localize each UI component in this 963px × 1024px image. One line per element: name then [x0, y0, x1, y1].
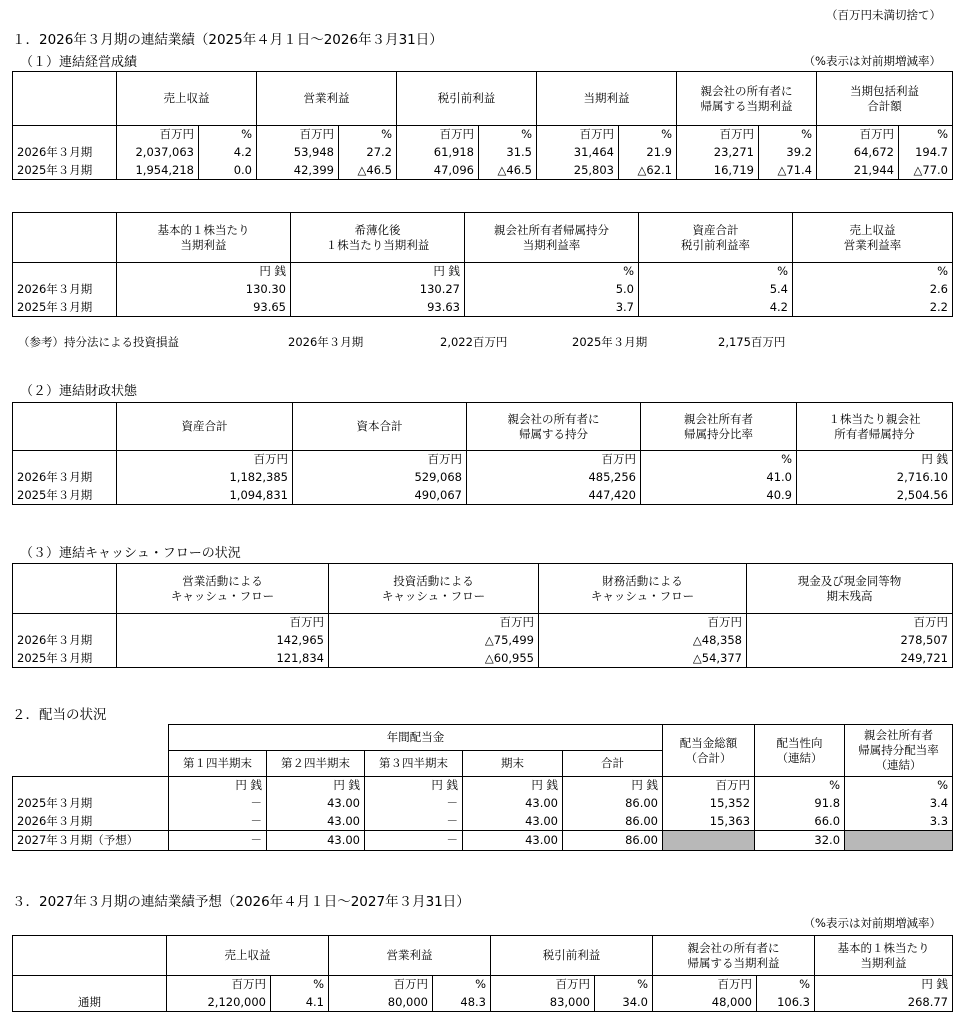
value-cell: 3.7	[465, 299, 639, 317]
subsection-1-title: （１）連結経営成績	[20, 55, 138, 70]
row-label: 2025年３月期	[13, 650, 117, 668]
value-cell: 21.9	[619, 144, 677, 162]
row-label: 2026年３月期	[13, 813, 169, 831]
unit-cell: 円 銭	[563, 777, 663, 795]
value-cell: 447,420	[467, 487, 641, 505]
label-cell	[13, 614, 117, 632]
unit-cell: %	[595, 976, 653, 994]
reference-value-2: 2,175百万円	[718, 335, 786, 349]
reference-period-2: 2025年３月期	[572, 335, 648, 349]
value-cell: 43.00	[267, 813, 365, 831]
value-cell: 64,672	[817, 144, 899, 162]
section-2-title: ２．配当の状況	[12, 707, 107, 723]
value-cell: 121,834	[117, 650, 329, 668]
row-header-blank	[13, 936, 167, 976]
unit-cell: 百万円	[117, 614, 329, 632]
table-row	[13, 632, 953, 650]
value-cell: 130.27	[291, 281, 465, 299]
col-header: 配当性向 （連結）	[755, 725, 845, 777]
col-header: 当期利益	[537, 72, 677, 126]
value-cell: 16,719	[677, 162, 759, 180]
per-share-table	[12, 212, 953, 317]
row-label: 2025年３月期	[13, 795, 169, 813]
value-cell: △54,377	[539, 650, 747, 668]
row-label: 2025年３月期	[13, 299, 117, 317]
col-header: 営業活動による キャッシュ・フロー	[117, 564, 329, 614]
value-cell: 2.2	[793, 299, 953, 317]
value-cell: 15,352	[663, 795, 755, 813]
value-cell: △46.5	[479, 162, 537, 180]
table-row	[13, 650, 953, 668]
col-header: 希薄化後 １株当たり当期利益	[291, 213, 465, 263]
row-header-blank	[13, 564, 117, 614]
value-cell: 2,120,000	[167, 994, 271, 1012]
value-cell: 1,954,218	[117, 162, 199, 180]
label-cell	[13, 976, 167, 994]
unit-cell: %	[271, 976, 329, 994]
col-header: 基本的１株当たり 当期利益	[815, 936, 953, 976]
col-header: 営業利益	[329, 936, 491, 976]
row-label: 2025年３月期	[13, 162, 117, 180]
value-cell: 32.0	[755, 831, 845, 851]
unit-cell: 百万円	[467, 451, 641, 469]
value-cell: 43.00	[463, 831, 563, 851]
col-header: 当期包括利益 合計額	[817, 72, 953, 126]
col-header: 第１四半期末	[169, 751, 267, 777]
row-header-blank	[13, 72, 117, 126]
value-cell: 23,271	[677, 144, 759, 162]
value-cell: 4.2	[639, 299, 793, 317]
unit-cell: 百万円	[747, 614, 953, 632]
unit-cell: 円 銭	[169, 777, 267, 795]
value-cell: 43.00	[463, 813, 563, 831]
table-row	[13, 487, 953, 505]
unit-note: （百万円未満切捨て）	[826, 8, 941, 22]
subsection-3-title: （３）連結キャッシュ・フローの状況	[20, 546, 241, 561]
unit-cell: %	[793, 263, 953, 281]
col-header: 資産合計 税引前利益率	[639, 213, 793, 263]
unit-cell: %	[845, 777, 953, 795]
value-cell: 2,716.10	[797, 469, 953, 487]
value-cell: 86.00	[563, 831, 663, 851]
unit-cell: 百万円	[677, 126, 759, 144]
col-header: 第２四半期末	[267, 751, 365, 777]
col-header: 営業利益	[257, 72, 397, 126]
value-cell: 5.4	[639, 281, 793, 299]
unit-cell: %	[619, 126, 677, 144]
value-cell: 490,067	[293, 487, 467, 505]
table-row	[13, 469, 953, 487]
value-cell: 1,182,385	[117, 469, 293, 487]
row-label: 2026年３月期	[13, 469, 117, 487]
table-row	[13, 813, 953, 831]
value-cell: 66.0	[755, 813, 845, 831]
value-cell: △77.0	[899, 162, 953, 180]
col-header: 親会社所有者 帰属持分比率	[641, 403, 797, 451]
col-header: 期末	[463, 751, 563, 777]
label-cell	[13, 263, 117, 281]
section-1-title: １．2026年３月期の連結業績（2025年４月１日～2026年３月31日）	[12, 32, 443, 48]
value-cell: 93.63	[291, 299, 465, 317]
col-header: 配当金総額 （合計）	[663, 725, 755, 777]
value-cell: 27.2	[339, 144, 397, 162]
value-cell: 48.3	[433, 994, 491, 1012]
value-cell: 91.8	[755, 795, 845, 813]
value-cell: 268.77	[815, 994, 953, 1012]
operating-results-table	[12, 71, 953, 180]
reference-value-1: 2,022百万円	[440, 335, 508, 349]
unit-cell: 百万円	[167, 976, 271, 994]
col-header: 資本合計	[293, 403, 467, 451]
unit-cell: 百万円	[329, 976, 433, 994]
col-header: 売上収益	[117, 72, 257, 126]
value-cell: 194.7	[899, 144, 953, 162]
unit-cell: %	[199, 126, 257, 144]
table-row	[13, 994, 953, 1012]
unit-cell: 百万円	[257, 126, 339, 144]
unit-cell: 百万円	[117, 451, 293, 469]
unit-cell: %	[757, 976, 815, 994]
value-cell: 529,068	[293, 469, 467, 487]
value-cell: 1,094,831	[117, 487, 293, 505]
value-cell: 42,399	[257, 162, 339, 180]
value-cell: 2,504.56	[797, 487, 953, 505]
unit-cell: %	[433, 976, 491, 994]
unit-cell: 百万円	[397, 126, 479, 144]
value-cell: △71.4	[759, 162, 817, 180]
value-cell: 34.0	[595, 994, 653, 1012]
unit-cell: 円 銭	[463, 777, 563, 795]
col-header: 税引前利益	[491, 936, 653, 976]
unit-cell: 百万円	[491, 976, 595, 994]
value-cell: 249,721	[747, 650, 953, 668]
value-cell: 0.0	[199, 162, 257, 180]
unit-cell: %	[479, 126, 537, 144]
value-cell: △62.1	[619, 162, 677, 180]
unit-cell: 百万円	[117, 126, 199, 144]
unit-cell: %	[465, 263, 639, 281]
value-cell: －	[365, 795, 463, 813]
value-cell: －	[169, 813, 267, 831]
subsection-2-title: （２）連結財政状態	[20, 384, 138, 399]
row-header-blank	[13, 213, 117, 263]
value-cell: 31.5	[479, 144, 537, 162]
value-cell: 43.00	[463, 795, 563, 813]
value-cell: 48,000	[653, 994, 757, 1012]
row-label: 2026年３月期	[13, 144, 117, 162]
value-cell: 485,256	[467, 469, 641, 487]
unit-cell: 百万円	[663, 777, 755, 795]
value-cell: －	[169, 795, 267, 813]
col-header: 売上収益	[167, 936, 329, 976]
table-row	[13, 281, 953, 299]
section-3-title: ３．2027年３月期の連結業績予想（2026年４月１日～2027年３月31日）	[12, 894, 470, 910]
percent-note: （%表示は対前期増減率）	[803, 916, 941, 930]
cash-flow-table	[12, 563, 953, 668]
value-cell: －	[365, 831, 463, 851]
value-cell: 3.4	[845, 795, 953, 813]
value-cell: －	[169, 831, 267, 851]
col-header: 親会社の所有者に 帰属する当期利益	[653, 936, 815, 976]
table-row	[13, 144, 953, 162]
unit-cell: %	[759, 126, 817, 144]
value-cell: 2,037,063	[117, 144, 199, 162]
value-cell: 43.00	[267, 831, 365, 851]
row-label: 2026年３月期	[13, 281, 117, 299]
value-cell: 21,944	[817, 162, 899, 180]
value-cell: 47,096	[397, 162, 479, 180]
shaded-cell	[663, 831, 755, 851]
unit-cell: %	[639, 263, 793, 281]
col-header: 親会社の所有者に 帰属する持分	[467, 403, 641, 451]
value-cell: 278,507	[747, 632, 953, 650]
unit-cell: %	[339, 126, 397, 144]
unit-cell: 円 銭	[117, 263, 291, 281]
unit-cell: 円 銭	[365, 777, 463, 795]
value-cell: 86.00	[563, 795, 663, 813]
col-header: 資産合計	[117, 403, 293, 451]
table-row	[13, 831, 953, 851]
dividends-table	[12, 724, 953, 851]
value-cell: 130.30	[117, 281, 291, 299]
unit-cell: 百万円	[537, 126, 619, 144]
col-header: １株当たり親会社 所有者帰属持分	[797, 403, 953, 451]
row-label: 2025年３月期	[13, 487, 117, 505]
value-cell: 4.2	[199, 144, 257, 162]
forecast-table	[12, 935, 953, 1012]
value-cell: 25,803	[537, 162, 619, 180]
col-header: 合計	[563, 751, 663, 777]
table-row	[13, 162, 953, 180]
value-cell: 3.3	[845, 813, 953, 831]
label-cell	[13, 126, 117, 144]
unit-cell: 円 銭	[267, 777, 365, 795]
unit-cell: 円 銭	[815, 976, 953, 994]
col-header: 親会社の所有者に 帰属する当期利益	[677, 72, 817, 126]
value-cell: 106.3	[757, 994, 815, 1012]
unit-cell: 百万円	[817, 126, 899, 144]
reference-label: （参考）持分法による投資損益	[18, 335, 179, 349]
col-header: 財務活動による キャッシュ・フロー	[539, 564, 747, 614]
table-row	[13, 299, 953, 317]
value-cell: 15,363	[663, 813, 755, 831]
shaded-cell	[845, 831, 953, 851]
col-header: 親会社所有者帰属持分 当期利益率	[465, 213, 639, 263]
value-cell: 40.9	[641, 487, 797, 505]
value-cell: △60,955	[329, 650, 539, 668]
unit-cell: %	[899, 126, 953, 144]
value-cell: －	[365, 813, 463, 831]
value-cell: 43.00	[267, 795, 365, 813]
col-header: 現金及び現金同等物 期末残高	[747, 564, 953, 614]
col-header: 基本的１株当たり 当期利益	[117, 213, 291, 263]
row-header-blank	[13, 403, 117, 451]
unit-cell: 百万円	[329, 614, 539, 632]
value-cell: 142,965	[117, 632, 329, 650]
col-header: 第３四半期末	[365, 751, 463, 777]
col-header: 売上収益 営業利益率	[793, 213, 953, 263]
unit-cell: %	[641, 451, 797, 469]
unit-cell: 百万円	[539, 614, 747, 632]
value-cell: △46.5	[339, 162, 397, 180]
value-cell: 5.0	[465, 281, 639, 299]
value-cell: △48,358	[539, 632, 747, 650]
unit-cell: 円 銭	[797, 451, 953, 469]
value-cell: 31,464	[537, 144, 619, 162]
value-cell: 4.1	[271, 994, 329, 1012]
label-cell	[13, 451, 117, 469]
col-header: 税引前利益	[397, 72, 537, 126]
annual-dividend-header: 年間配当金	[169, 725, 663, 751]
unit-cell: %	[755, 777, 845, 795]
value-cell: 93.65	[117, 299, 291, 317]
row-header-blank	[13, 725, 169, 777]
value-cell: △75,499	[329, 632, 539, 650]
unit-cell: 百万円	[653, 976, 757, 994]
table-row	[13, 795, 953, 813]
unit-cell: 百万円	[293, 451, 467, 469]
value-cell: 39.2	[759, 144, 817, 162]
financial-position-table	[12, 402, 953, 505]
value-cell: 80,000	[329, 994, 433, 1012]
value-cell: 53,948	[257, 144, 339, 162]
reference-period-1: 2026年３月期	[288, 335, 364, 349]
value-cell: 83,000	[491, 994, 595, 1012]
value-cell: 86.00	[563, 813, 663, 831]
row-label: 通期	[13, 994, 167, 1012]
unit-cell: 円 銭	[291, 263, 465, 281]
row-label: 2027年３月期（予想）	[13, 831, 169, 851]
row-label: 2026年３月期	[13, 632, 117, 650]
label-cell	[13, 777, 169, 795]
percent-note: （%表示は対前期増減率）	[803, 54, 941, 68]
value-cell: 61,918	[397, 144, 479, 162]
value-cell: 41.0	[641, 469, 797, 487]
col-header: 投資活動による キャッシュ・フロー	[329, 564, 539, 614]
value-cell: 2.6	[793, 281, 953, 299]
col-header: 親会社所有者 帰属持分配当率 （連結）	[845, 725, 953, 777]
